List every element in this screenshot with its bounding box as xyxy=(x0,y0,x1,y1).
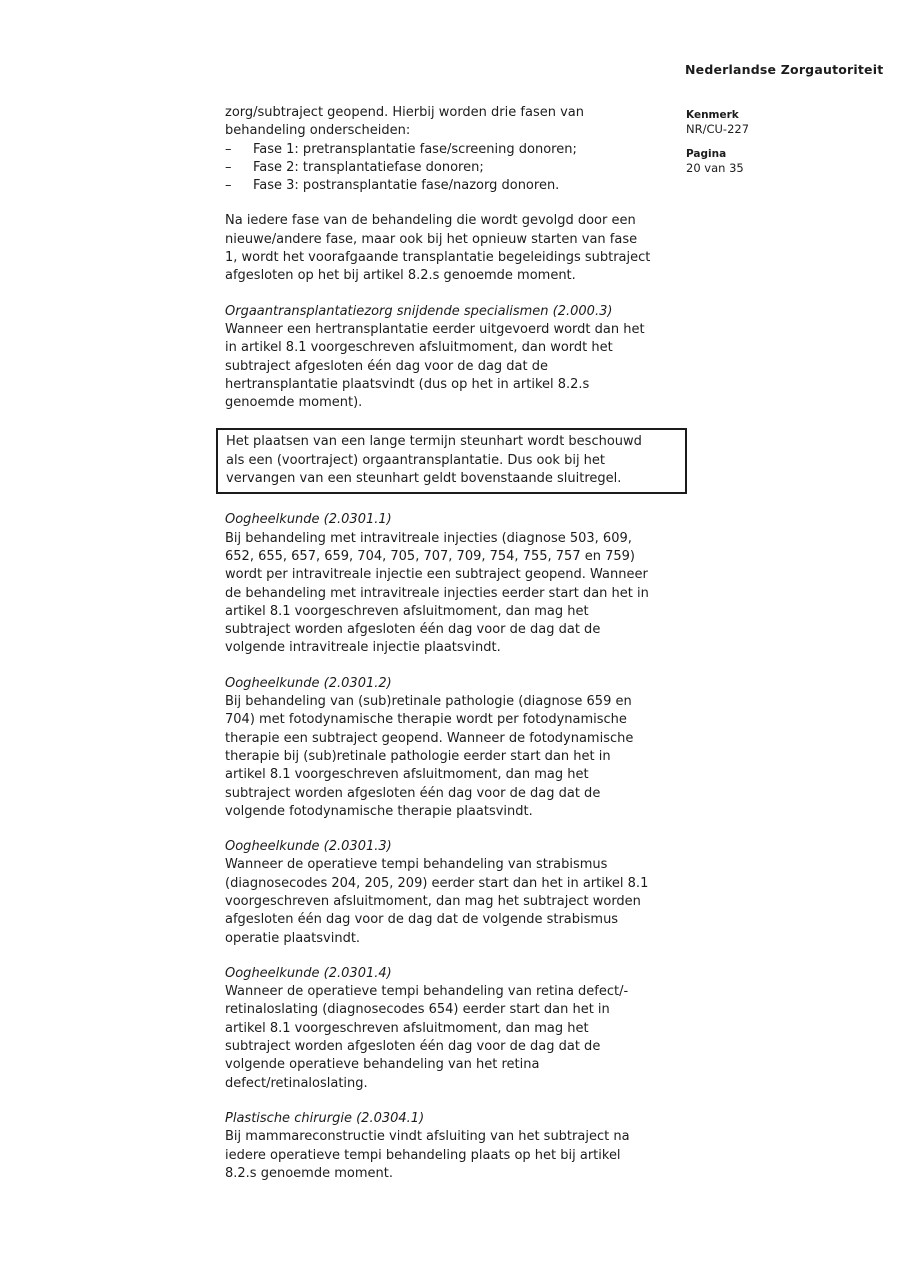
text-line: artikel 8.1 voorgeschreven afsluitmoment, dan mag het xyxy=(225,767,589,783)
text-line: Na iedere fase van de behandeling die wordt gevolgd door een xyxy=(225,213,636,229)
text-line: voorgeschreven afsluitmoment, dan mag het subtraject worden xyxy=(225,893,641,909)
text-line: subtraject worden afgesloten één dag voor de dag dat de xyxy=(225,1039,601,1055)
text-line: volgende fotodynamische therapie plaatsvindt. xyxy=(225,803,533,819)
text-line: iedere operatieve tempi behandeling plaats op het bij artikel xyxy=(225,1147,621,1163)
text-block xyxy=(225,675,687,821)
text-line: therapie een subtraject geopend. Wanneer de fotodynamische xyxy=(225,730,634,746)
dash-bullet: – xyxy=(225,141,232,157)
dash-bullet: – xyxy=(225,178,232,194)
list-item xyxy=(225,141,687,159)
text-block xyxy=(225,965,687,1093)
org-title: Nederlandse Zorgautoriteit xyxy=(685,62,884,77)
boxed-note xyxy=(216,428,687,494)
dash-bullet: – xyxy=(225,159,232,175)
list-item xyxy=(225,159,687,177)
text-line: operatie plaatsvindt. xyxy=(225,930,361,946)
section-heading: Oogheelkunde (2.0301.1) xyxy=(225,512,392,528)
kenmerk-value: NR/CU-227 xyxy=(686,122,750,136)
text-line: de behandeling met intravitreale injecties eerder start dan het in xyxy=(225,585,649,601)
text-line: Bij mammareconstructie vindt afsluiting van het subtraject na xyxy=(225,1129,630,1145)
text-line: zorg/subtraject geopend. Hierbij worden drie fasen van xyxy=(225,105,584,120)
text-line: behandeling onderscheiden: xyxy=(225,123,411,139)
text-line: afgesloten op het bij artikel 8.2.s genoemde moment. xyxy=(225,268,576,284)
text-line: 1, wordt het voorafgaande transplantatie begeleidings subtraject xyxy=(225,250,651,266)
page-meta xyxy=(686,109,866,187)
text-line: subtraject worden afgesloten één dag voor de dag dat de xyxy=(225,785,601,801)
text-line: Bij behandeling van (sub)retinale pathologie (diagnose 659 en xyxy=(225,694,632,710)
text-block xyxy=(225,303,687,413)
text-line: subtraject afgesloten één dag voor de dag dat de xyxy=(225,358,548,374)
document-content xyxy=(225,104,687,1183)
text-line: therapie bij (sub)retinale pathologie eerder start dan het in xyxy=(225,748,611,764)
text-line: retinaloslating (diagnosecodes 654) eerder start dan het in xyxy=(225,1002,610,1018)
text-line: 8.2.s genoemde moment. xyxy=(225,1165,393,1181)
text-block xyxy=(225,838,687,948)
text-line: als een (voortraject) orgaantransplantatie. Dus ook bij het xyxy=(226,452,606,468)
text-line: (diagnosecodes 204, 205, 209) eerder start dan het in artikel 8.1 xyxy=(225,875,649,891)
section-heading: Oogheelkunde (2.0301.4) xyxy=(225,965,392,981)
text-block xyxy=(225,1110,687,1183)
pagina-value: 20 van 35 xyxy=(686,161,744,175)
list-item xyxy=(225,177,687,195)
text-line: volgende operatieve behandeling van het retina xyxy=(225,1057,540,1073)
text-line: Wanneer de operatieve tempi behandeling van strabismus xyxy=(225,857,608,873)
text-line: Het plaatsen van een lange termijn steunhart wordt beschouwd xyxy=(226,434,642,450)
text-block xyxy=(225,104,687,195)
section-heading: Plastische chirurgie (2.0304.1) xyxy=(225,1110,425,1126)
text-line: wordt per intravitreale injectie een subtraject geopend. Wanneer xyxy=(225,567,648,583)
text-line: Wanneer een hertransplantatie eerder uitgevoerd wordt dan het xyxy=(225,321,645,337)
kenmerk-label: Kenmerk xyxy=(686,109,739,121)
section-heading: Oogheelkunde (2.0301.2) xyxy=(225,675,392,691)
text-line: Wanneer de operatieve tempi behandeling van retina defect/- xyxy=(225,984,629,1000)
text-line: artikel 8.1 voorgeschreven afsluitmoment, dan mag het xyxy=(225,1020,589,1036)
text-line: genoemde moment). xyxy=(225,395,363,411)
text-line: in artikel 8.1 voorgeschreven afsluitmoment, dan wordt het xyxy=(225,340,613,356)
text-line: 704) met fotodynamische therapie wordt per fotodynamische xyxy=(225,712,627,728)
text-line: hertransplantatie plaatsvindt (dus op het in artikel 8.2.s xyxy=(225,376,590,392)
text-line: defect/retinaloslating. xyxy=(225,1075,368,1091)
text-line: artikel 8.1 voorgeschreven afsluitmoment, dan mag het xyxy=(225,603,589,619)
text-line: vervangen van een steunhart geldt bovenstaande sluitregel. xyxy=(226,471,622,487)
list-item-text: Fase 1: pretransplantatie fase/screening donoren; xyxy=(253,141,577,157)
list-item-text: Fase 3: postransplantatie fase/nazorg donoren. xyxy=(253,178,560,194)
text-line: volgende intravitreale injectie plaatsvindt. xyxy=(225,640,501,656)
text-line: subtraject worden afgesloten één dag voor de dag dat de xyxy=(225,622,601,638)
text-line: nieuwe/andere fase, maar ook bij het opnieuw starten van fase xyxy=(225,231,638,247)
section-heading: Orgaantransplantatiezorg snijdende specialismen (2.000.3) xyxy=(225,303,613,319)
text-line: 652, 655, 657, 659, 704, 705, 707, 709, 754, 755, 757 en 759) xyxy=(225,548,635,564)
text-block xyxy=(225,511,687,657)
text-line: Bij behandeling met intravitreale injecties (diagnose 503, 609, xyxy=(225,530,632,546)
text-line: afgesloten één dag voor de dag dat de volgende strabismus xyxy=(225,912,619,928)
pagina-label: Pagina xyxy=(686,148,727,160)
list-item-text: Fase 2: transplantatiefase donoren; xyxy=(253,159,484,175)
section-heading: Oogheelkunde (2.0301.3) xyxy=(225,839,392,855)
text-block xyxy=(225,212,687,285)
